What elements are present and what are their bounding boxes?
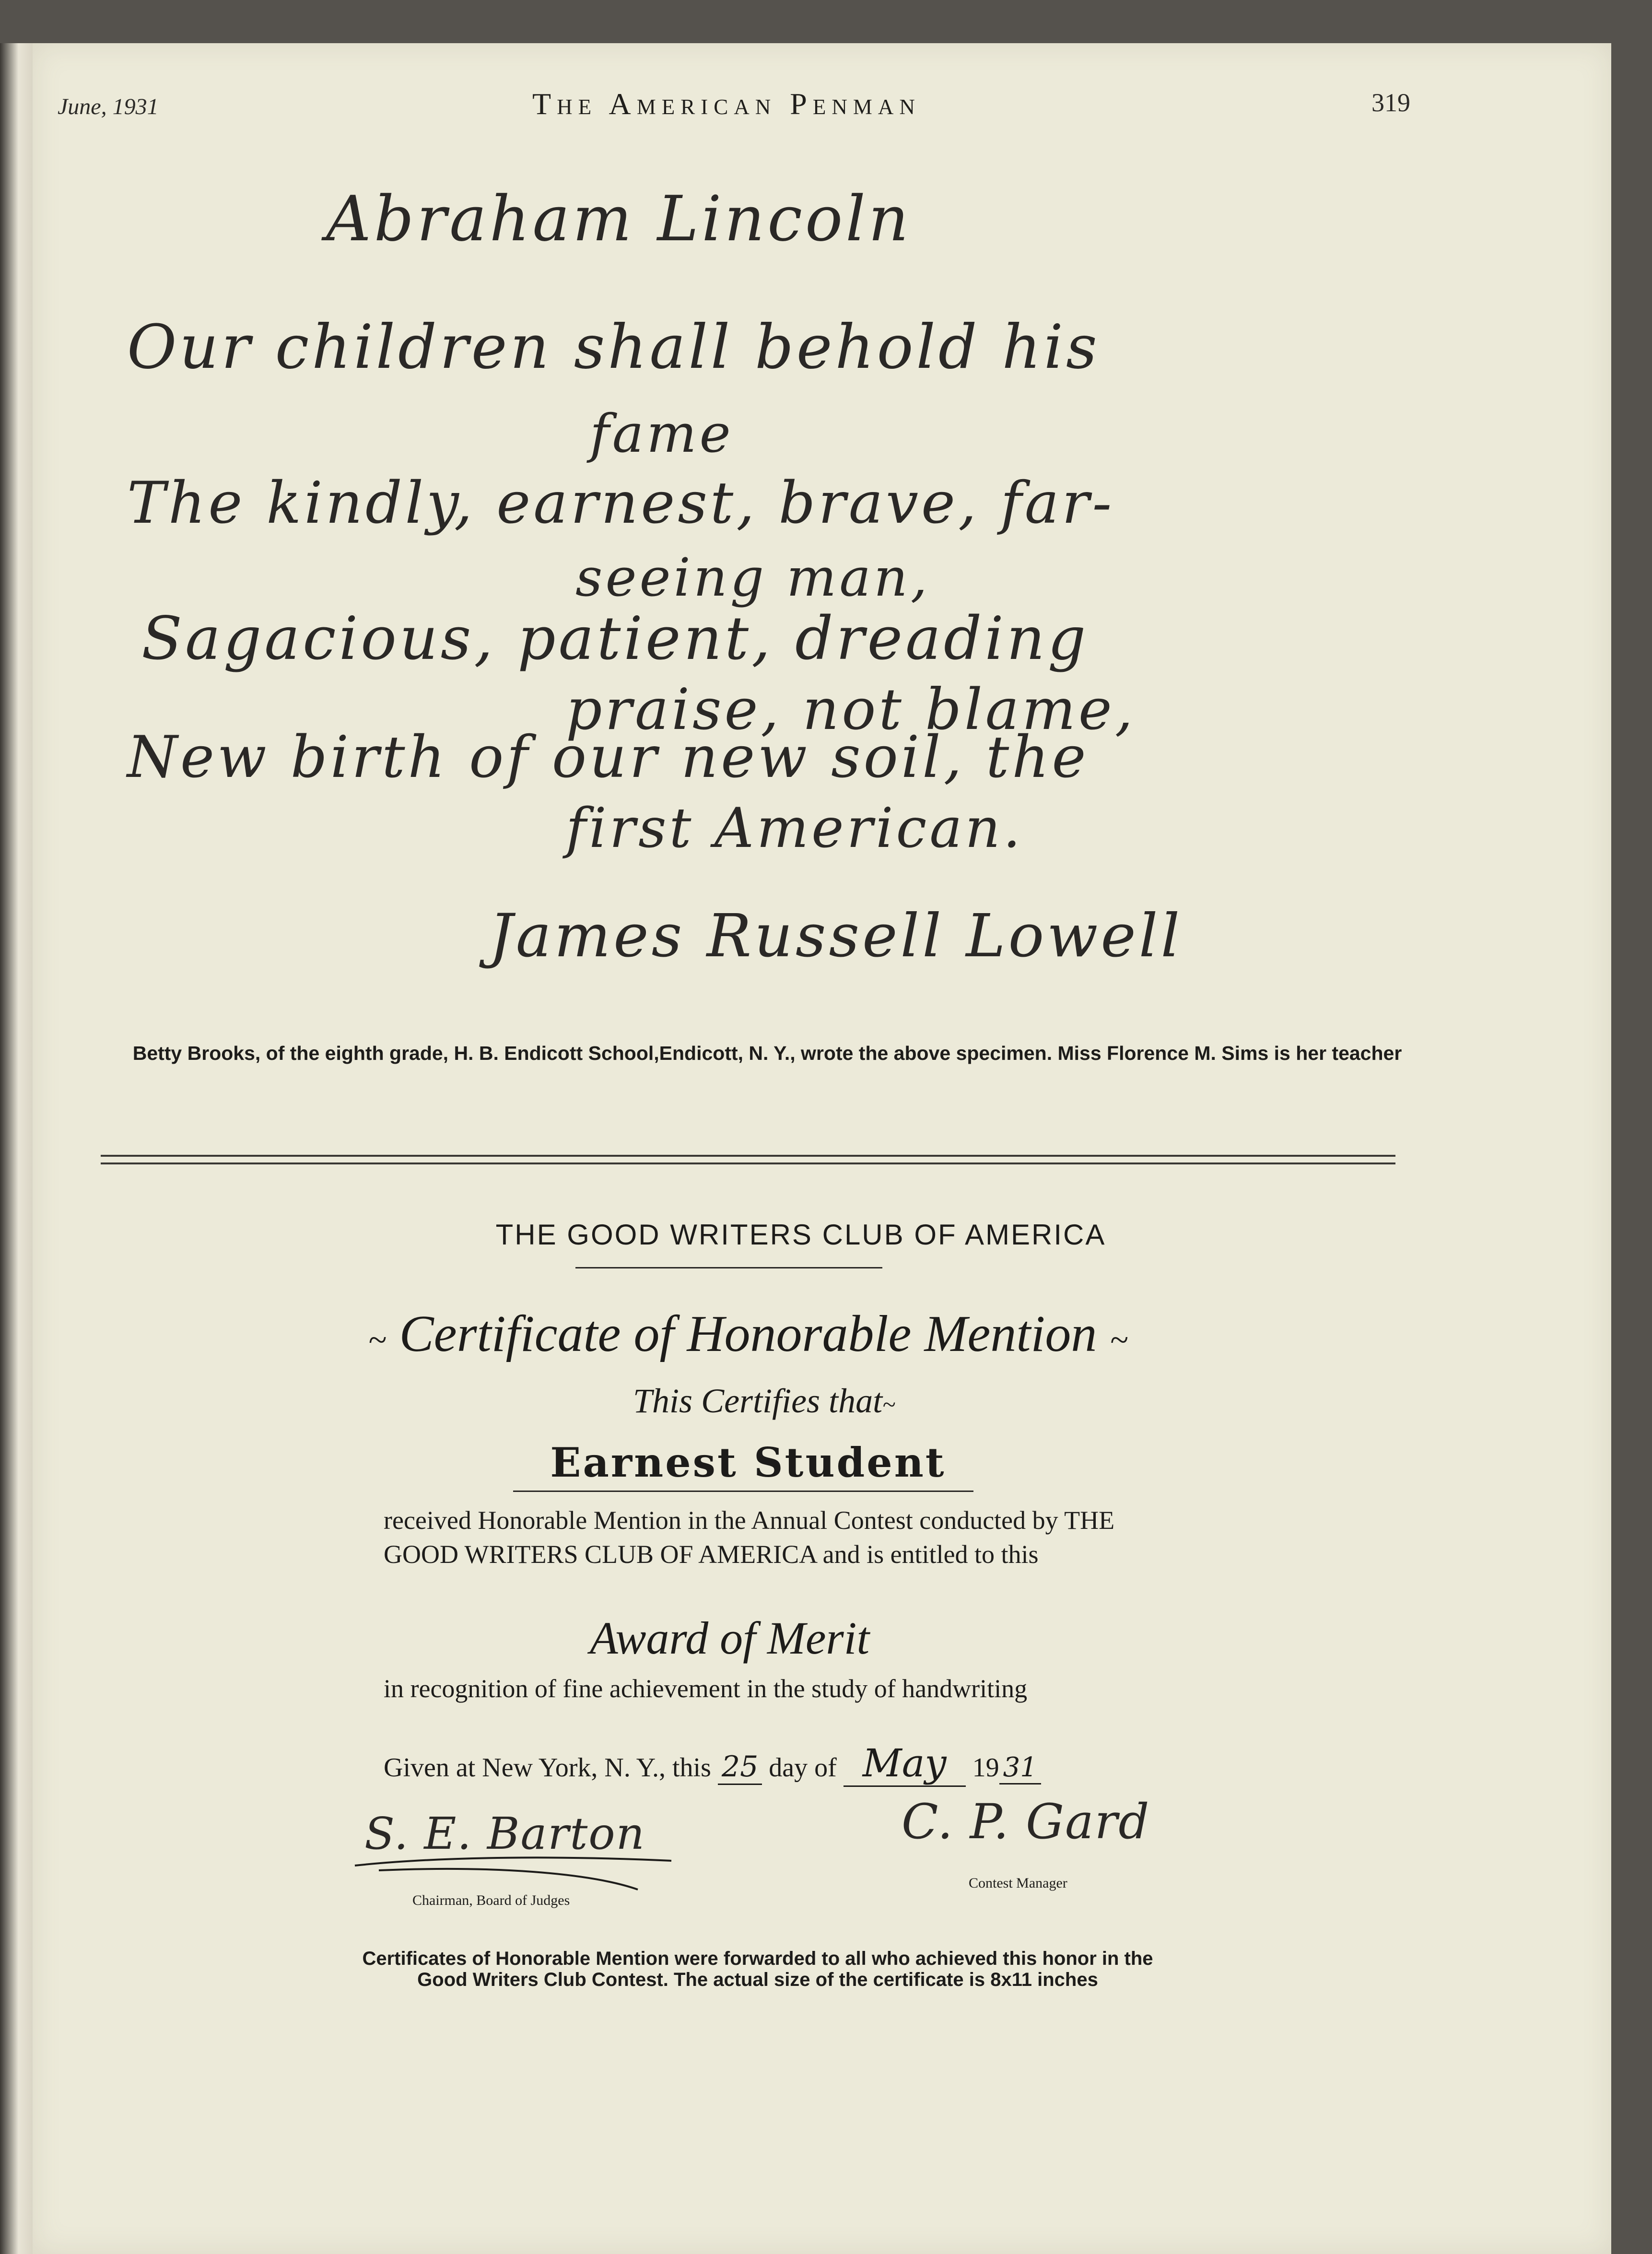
year-field: 31 bbox=[999, 1752, 1041, 1784]
specimen-line: first American. bbox=[566, 796, 1024, 860]
certifies-flourish: ~ bbox=[882, 1391, 896, 1418]
role-right: Contest Manager bbox=[969, 1875, 1067, 1891]
certificate-body: received Honorable Mention in the Annual Contest conducted by THE GOOD WRITERS CLUB OF AMERICA and is entitled to this bbox=[384, 1506, 1115, 1569]
signature-left: S. E. Barton bbox=[364, 1808, 645, 1859]
certificate-heading bbox=[307, 1304, 1189, 1364]
certifies-line bbox=[633, 1381, 895, 1421]
award-title: Award of Merit bbox=[590, 1612, 870, 1664]
signature-right: C. P. Gard bbox=[902, 1794, 1150, 1850]
running-header-date: June, 1931 bbox=[58, 94, 159, 119]
page-number: 319 bbox=[1371, 88, 1410, 117]
role-left: Chairman, Board of Judges bbox=[412, 1892, 570, 1908]
month-field: May bbox=[844, 1741, 966, 1787]
certifies-text: This Certifies that bbox=[633, 1382, 883, 1420]
specimen-caption: Betty Brooks, of the eighth grade, H. B. Endicott School,Endicott, N. Y., wrote the above specimen. Miss Florence M. Sims is her teacher bbox=[132, 1042, 1402, 1064]
day-field: 25 bbox=[718, 1750, 762, 1785]
recipient-underline bbox=[513, 1491, 973, 1492]
specimen-line: Sagacious, patient, dreading bbox=[141, 604, 1089, 673]
book-spine bbox=[0, 43, 34, 2254]
signature-left-flourish bbox=[350, 1851, 676, 1894]
club-title-underline bbox=[575, 1267, 882, 1268]
specimen-line: praise, not blame, bbox=[566, 676, 1136, 742]
specimen-line: New birth of our new soil, the bbox=[127, 724, 1089, 791]
specimen-title-line: Abraham Lincoln bbox=[326, 182, 912, 255]
double-rule-top bbox=[101, 1155, 1395, 1157]
specimen-line: The kindly, earnest, brave, far- bbox=[127, 470, 1115, 537]
recipient-name: Earnest Student bbox=[550, 1439, 946, 1486]
flourish-right: ~ bbox=[1110, 1322, 1128, 1359]
given-line bbox=[384, 1741, 1041, 1787]
certificate-heading-text: Certificate of Honorable Mention bbox=[399, 1305, 1097, 1362]
specimen-signature: James Russell Lowell bbox=[489, 902, 1183, 971]
flourish-left: ~ bbox=[368, 1322, 387, 1359]
footnote: Certificates of Honorable Mention were forwarded to all who achieved this honor in the Good Writers Club Contest. The actual size of the certificate is 8x11 inches bbox=[362, 1948, 1153, 1990]
specimen-line: seeing man, bbox=[575, 547, 930, 608]
running-header-title: The American Penman bbox=[532, 87, 921, 121]
specimen-line: fame bbox=[590, 403, 734, 464]
specimen-line: Our children shall behold his bbox=[127, 312, 1100, 382]
day-of-text: day of bbox=[769, 1753, 837, 1783]
club-title: THE GOOD WRITERS CLUB OF AMERICA bbox=[495, 1219, 1106, 1251]
year-prefix: 19 bbox=[972, 1753, 999, 1783]
given-prefix: Given at New York, N. Y., this bbox=[384, 1753, 711, 1783]
recognition-line: in recognition of fine achievement in the study of handwriting bbox=[384, 1674, 1028, 1703]
double-rule-bottom bbox=[101, 1162, 1395, 1164]
